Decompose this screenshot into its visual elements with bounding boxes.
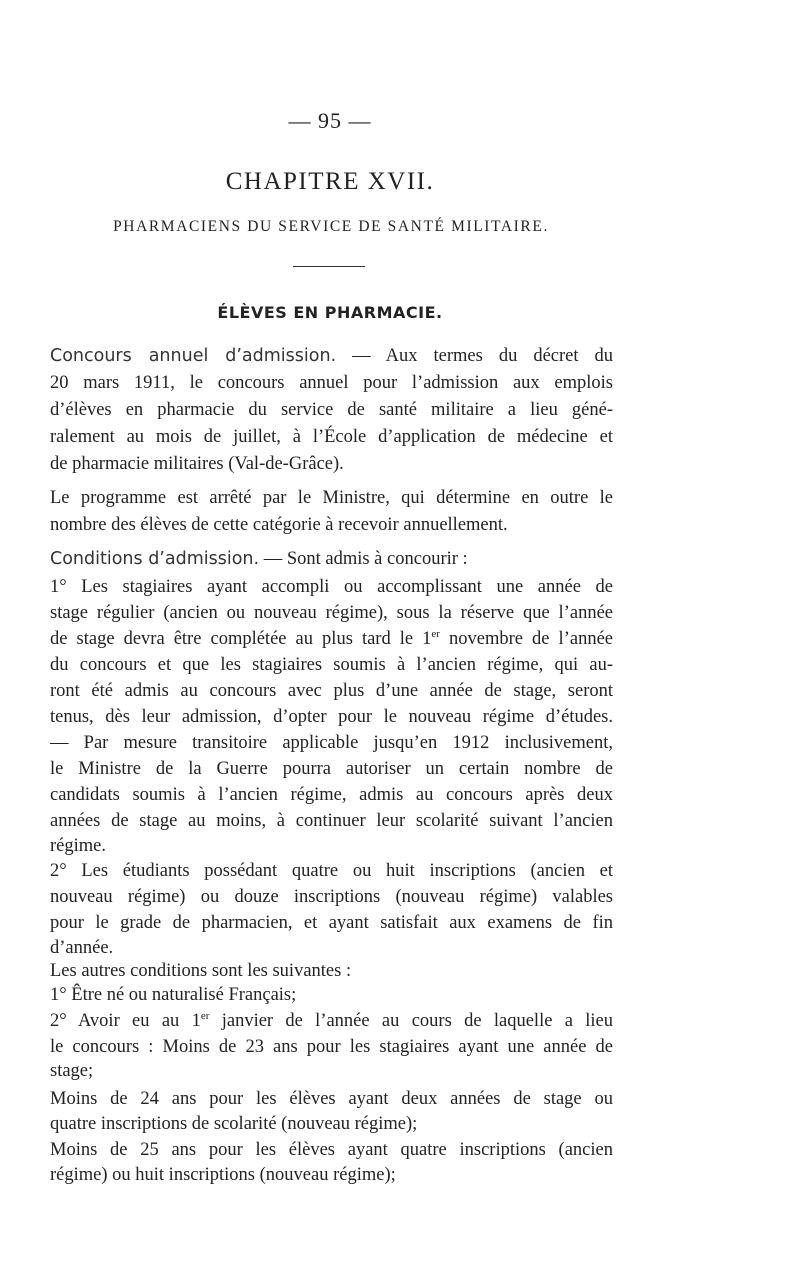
text-line: ront été admis au concours avec plus d’une année de stage, seront (50, 681, 613, 701)
text-line: candidats soumis à l’ancien régime, admis au concours après deux (50, 785, 613, 805)
text-line: d’année. (50, 938, 114, 958)
chapter-subtitle: PHARMACIENS DU SERVICE DE SANTÉ MILITAIRE. (113, 218, 549, 235)
text-run: novembre de l’année (439, 629, 613, 649)
section-title: ÉLÈVES EN PHARMACIE. (217, 303, 443, 322)
text-line: ralement au mois de juillet, à l’École d’application de médecine et (50, 427, 613, 447)
text-line: nombre des élèves de cette catégorie à recevoir annuellement. (50, 515, 508, 535)
text-line (50, 1008, 613, 1034)
text-line: stage; (50, 1061, 94, 1081)
text-line: 2° Les étudiants possédant quatre ou huit inscriptions (ancien et (50, 861, 613, 881)
text-run: — Sont admis à concourir : (263, 549, 468, 569)
text-line: années de stage au moins, à continuer leur scolarité suivant l’ancien (50, 811, 613, 831)
text-run: janvier de l’année au cours de laquelle a lieu (209, 1011, 613, 1031)
text-run: 2° Avoir eu au 1 (50, 1011, 201, 1031)
text-line: stage régulier (ancien ou nouveau régime), sous la réserve que l’année (50, 603, 613, 623)
text-line: le Ministre de la Guerre pourra autoriser un certain nombre de (50, 759, 613, 779)
text-line: 20 mars 1911, le concours annuel pour l’admission aux emplois (50, 373, 613, 393)
text-line: — Par mesure transitoire applicable jusqu’en 1912 inclusivement, (50, 733, 613, 753)
text-line: le concours : Moins de 23 ans pour les stagiaires ayant une année de (50, 1037, 613, 1057)
text-line: du concours et que les stagiaires soumis à l’ancien régime, qui au- (50, 655, 613, 675)
text-line: Le programme est arrêté par le Ministre, qui détermine en outre le (50, 488, 613, 508)
text-line (50, 546, 613, 572)
page-number: — 95 — (288, 108, 372, 133)
text-line: 1° Être né ou naturalisé Français; (50, 985, 297, 1005)
paragraph-lead: Concours annuel d’admission. (50, 346, 337, 366)
paragraph-lead: Conditions d’admission. (50, 549, 260, 569)
text-line: régime. (50, 836, 106, 856)
text-line: de pharmacie militaires (Val-de-Grâce). (50, 454, 344, 474)
text-line: Moins de 24 ans pour les élèves ayant deux années de stage ou (50, 1089, 613, 1109)
text-line: tenus, dès leur admission, d’opter pour le nouveau régime d’études. (50, 707, 613, 727)
text-line (50, 626, 613, 652)
text-line: d’élèves en pharmacie du service de santé militaire a lieu géné- (50, 400, 613, 420)
text-line: quatre inscriptions de scolarité (nouveau régime); (50, 1114, 418, 1134)
text-run: — Aux termes du décret du (352, 346, 614, 366)
text-line (50, 343, 613, 369)
chapter-title: CHAPITRE XVII. (225, 168, 435, 195)
superscript: er (200, 1009, 210, 1022)
text-run: de stage devra être complétée au plus tard le 1 (50, 629, 432, 649)
text-line: pour le grade de pharmacien, et ayant satisfait aux examens de fin (50, 913, 613, 933)
text-line: 1° Les stagiaires ayant accompli ou accomplissant une année de (50, 577, 613, 597)
text-line: nouveau régime) ou douze inscriptions (nouveau régime) valables (50, 887, 613, 907)
text-line: Les autres conditions sont les suivantes : (50, 961, 352, 981)
text-line: Moins de 25 ans pour les élèves ayant quatre inscriptions (ancien (50, 1140, 613, 1160)
text-line: régime) ou huit inscriptions (nouveau régime); (50, 1165, 396, 1185)
title-divider (293, 266, 365, 267)
superscript: er (431, 627, 440, 640)
